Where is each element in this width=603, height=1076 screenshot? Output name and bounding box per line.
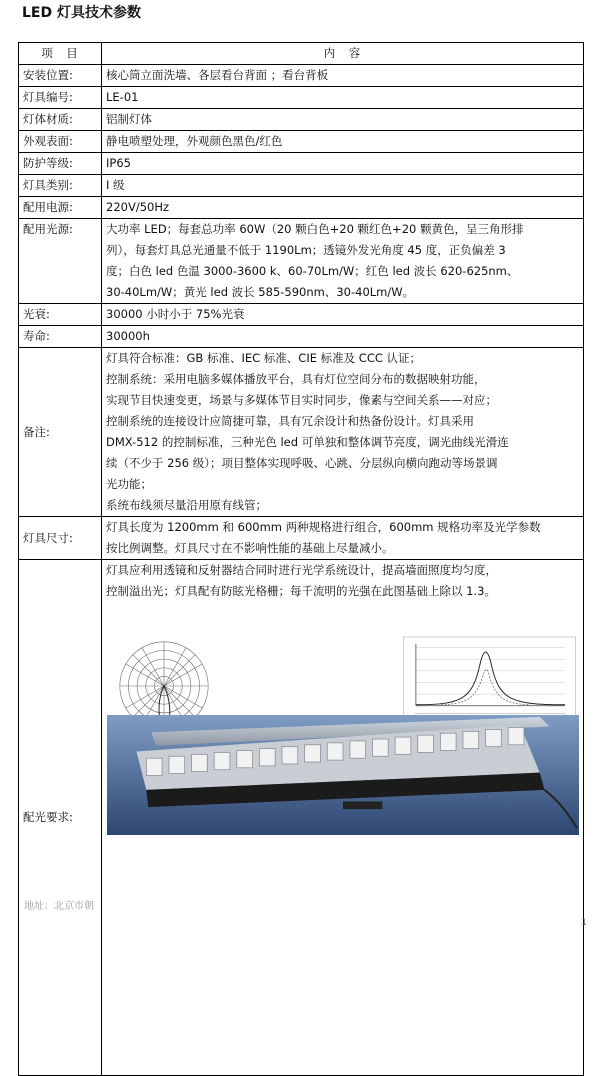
row-label: 灯具类别: [19, 175, 102, 197]
remarks-row [19, 348, 584, 517]
row-label: 安装位置: [19, 65, 102, 87]
text-line: 控制溢出光；灯具配有防眩光格栅；每千流明的光强在此图基础上除以 1.3。 [106, 584, 496, 598]
row-value [102, 219, 584, 304]
text-line: 30-40Lm/W；黄光 led 波长 585-590nm、30-40Lm/W。 [106, 285, 415, 299]
text-line: DMX-512 的控制标准，三种光色 led 可单独和整体调节亮度，调光曲线光滑连 [106, 435, 509, 449]
text-line: 大功率 LED；每套总功率 60W（20 颗白色+20 颗红色+20 颗黄色，呈三角形排 [106, 222, 524, 236]
row-value: 30000 小时小于 75%光衰 [102, 304, 584, 326]
row-value: I 级 [102, 175, 584, 197]
row-value: 220V/50Hz [102, 197, 584, 219]
table-row [19, 326, 584, 348]
row-label: 配用光源: [19, 219, 102, 304]
table-row [19, 219, 584, 304]
remarks-value [102, 348, 584, 517]
table-row [19, 197, 584, 219]
row-label: 配光要求: [19, 560, 102, 1076]
row-label: 外观表面: [19, 131, 102, 153]
row-value: 铝制灯体 [102, 109, 584, 131]
optics-row [19, 560, 584, 1076]
row-value: IP65 [102, 153, 584, 175]
text-line: 控制系统的连接设计应简捷可靠，具有冗余设计和热备份设计。灯具采用 [106, 414, 474, 428]
text-line: 光功能； [106, 477, 152, 491]
luminaire-photo [107, 715, 579, 835]
optics-value [102, 560, 584, 1076]
text-line: 灯具长度为 1200mm 和 600mm 两种规格进行组合，600mm 规格功率及光学参数 [106, 520, 541, 534]
table-row [19, 109, 584, 131]
table-row [19, 131, 584, 153]
text-line: 灯具符合标准：GB 标准、IEC 标准、CIE 标准及 CCC 认证； [106, 351, 422, 365]
page-title: LED 灯具技术参数 [22, 5, 141, 21]
table-row [19, 304, 584, 326]
row-value: 核心筒立面洗墙、各层看台背面 ；看台背板 [102, 65, 584, 87]
row-label: 寿命: [19, 326, 102, 348]
row-label: 配用电源: [19, 197, 102, 219]
spec-table [18, 42, 584, 1076]
table-row [19, 87, 584, 109]
text-line: 按比例调整。灯具尺寸在不影响性能的基础上尽量减小。 [106, 541, 394, 555]
footer-address: 地址：北京市朝 [24, 901, 94, 912]
table-row [19, 175, 584, 197]
row-label: 灯具编号: [19, 87, 102, 109]
text-line: 度；白色 led 色温 3000-3600 k、60-70Lm/W；红色 led 波长 620-625nm、 [106, 264, 519, 278]
size-row [19, 517, 584, 560]
text-line: 灯具应利用透镜和反射器结合同时进行光学系统设计，提高墙面照度均匀度， [106, 563, 497, 577]
table-row [19, 65, 584, 87]
row-value: 静电喷塑处理，外观颜色黑色/红色 [102, 131, 584, 153]
row-value: LE-01 [102, 87, 584, 109]
header-content: 内 容 [102, 43, 584, 65]
text-line: 列），每套灯具总光通量不低于 1190Lm；透镜外发光角度 45 度，正负偏差 3 [106, 243, 506, 257]
table-header-row [19, 43, 584, 65]
text-line: 实现节目快速变更，场景与多媒体节目实时同步，像素与空间关系——对应； [106, 393, 497, 407]
row-label: 防护等级: [19, 153, 102, 175]
page-number: 1 [581, 918, 587, 928]
row-label: 备注: [19, 348, 102, 517]
text-line: 续（不少于 256 级）；项目整体实现呼吸、心跳、分层纵向横向跑动等场景调 [106, 456, 498, 470]
row-label: 灯体材质: [19, 109, 102, 131]
header-item: 项 目 [19, 43, 102, 65]
row-value: 30000h [102, 326, 584, 348]
size-value [102, 517, 584, 560]
text-line: 控制系统：采用电脑多媒体播放平台，具有灯位空间分布的数据映射功能， [106, 372, 486, 386]
row-label: 灯具尺寸: [19, 517, 102, 560]
text-line: 系统布线须尽量沿用原有线管； [106, 498, 267, 512]
row-label: 光衰: [19, 304, 102, 326]
table-row [19, 153, 584, 175]
